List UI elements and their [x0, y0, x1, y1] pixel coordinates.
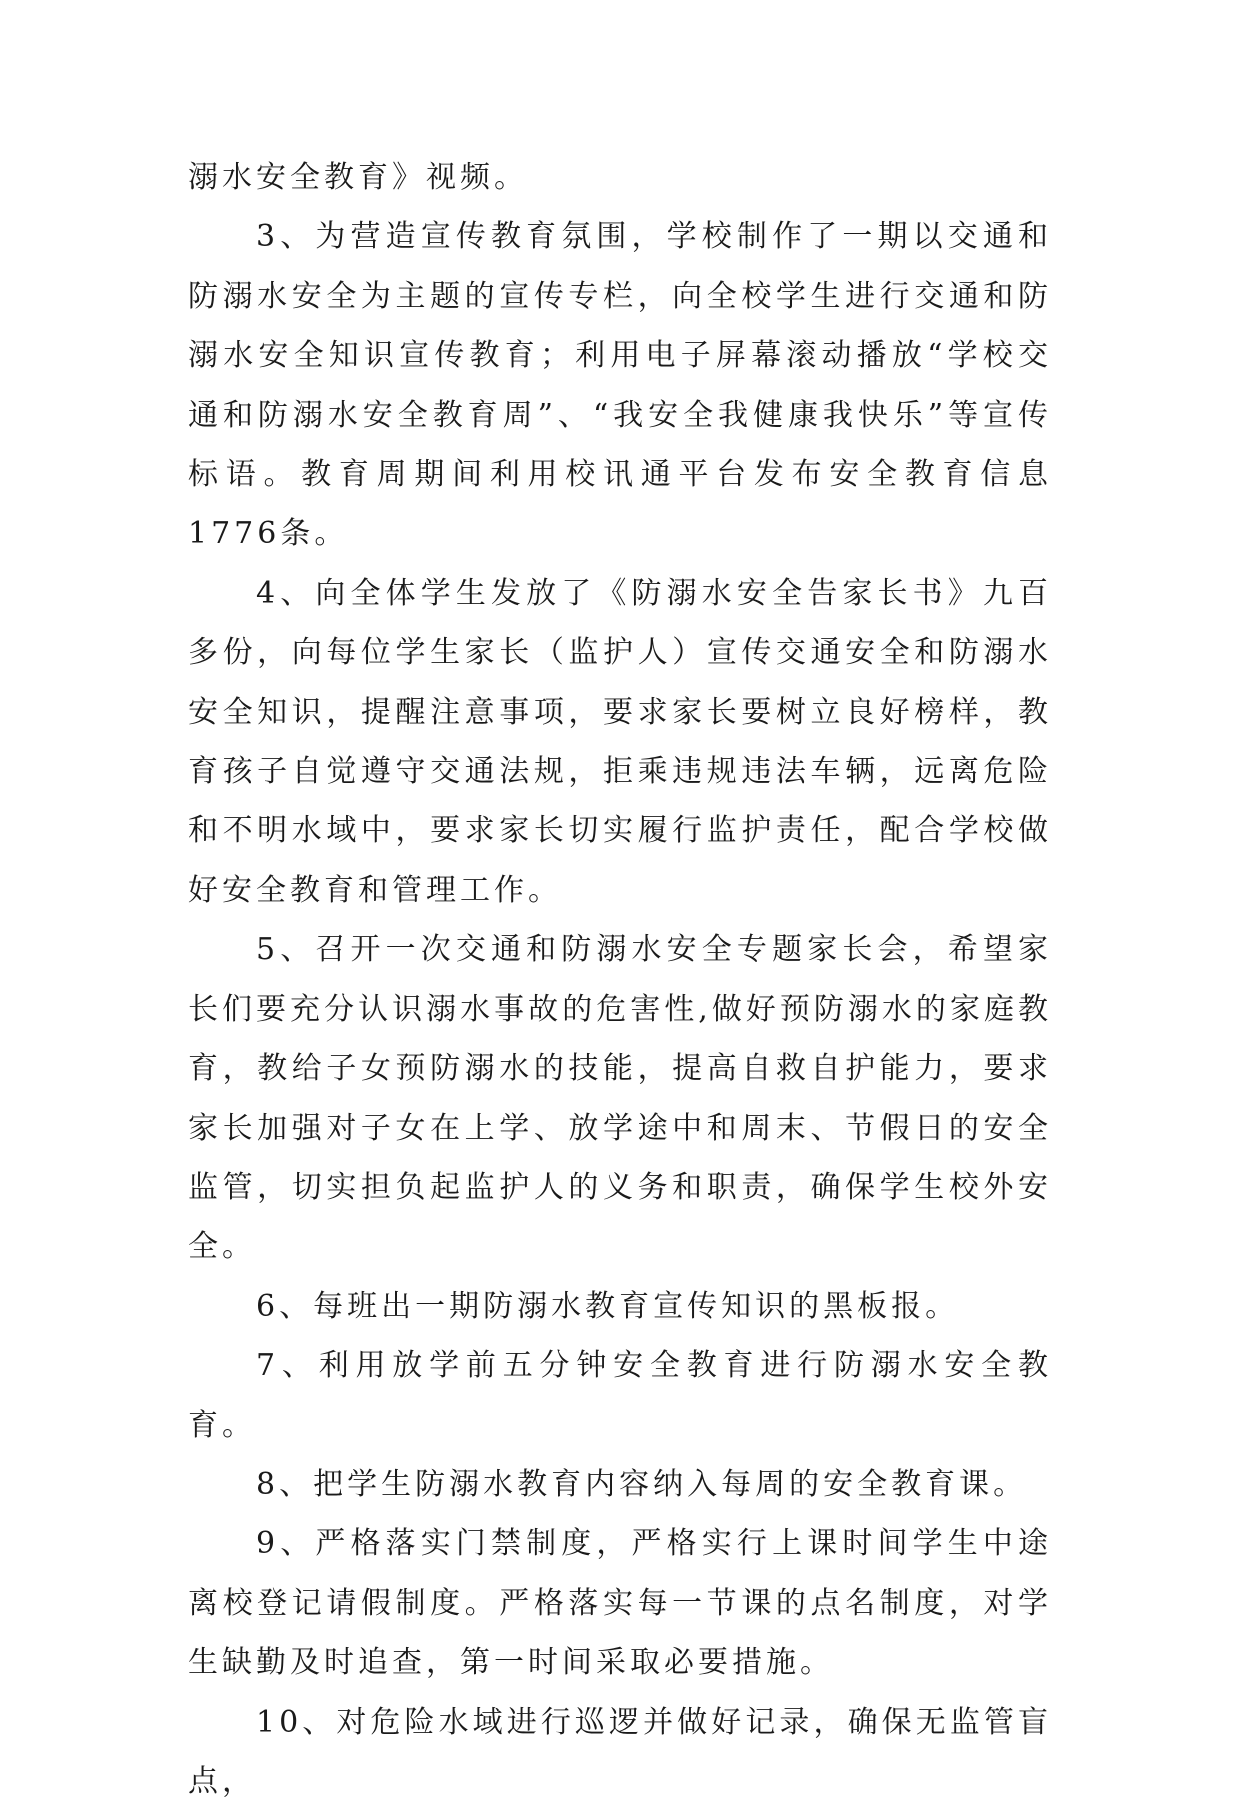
- paragraph-item-8: 8、把学生防溺水教育内容纳入每周的安全教育课。: [256, 1466, 1028, 1502]
- paragraph-continuation: 溺水安全教育》视频。: [188, 160, 528, 195]
- paragraph-item-5: 5、召开一次交通和防溺水安全专题家长会，希望家长们要充分认识溺水事故的危害性,做好预防溺水的家庭教育，教给子女预防溺水的技能，提高自救自护能力，要求家长加强对子女在上学、放学途中和周末、节假日的安全监管，切实担负起监护人的义务和职责，确保学生校外安全。: [188, 932, 1052, 1265]
- document-body: [188, 148, 1052, 1811]
- paragraph-item-7: 7、利用放学前五分钟安全教育进行防溺水安全教育。: [188, 1348, 1052, 1443]
- paragraph-item-6: 6、每班出一期防溺水教育宣传知识的黑板报。: [256, 1288, 960, 1324]
- paragraph-item-9: 9、严格落实门禁制度，严格实行上课时间学生中途离校登记请假制度。严格落实每一节课的点名制度，对学生缺勤及时追查，第一时间采取必要措施。: [188, 1526, 1052, 1681]
- paragraph-item-4: 4、向全体学生发放了《防溺水安全告家长书》九百多份，向每位学生家长（监护人）宣传交通安全和防溺水安全知识，提醒注意事项，要求家长要树立良好榜样，教育孩子自觉遵守交通法规，拒乘违规违法车辆，远离危险和不明水域中，要求家长切实履行监护责任，配合学校做好安全教育和管理工作。: [188, 575, 1052, 908]
- paragraph-item-3: 3、为营造宣传教育氛围，学校制作了一期以交通和防溺水安全为主题的宣传专栏，向全校学生进行交通和防溺水安全知识宣传教育；利用电子屏幕滚动播放“学校交通和防溺水安全教育周”、“我安全我健康我快乐”等宣传标语。教育周期间利用校讯通平台发布安全教育信息1776条。: [188, 219, 1052, 552]
- paragraph-item-10: 10、对危险水域进行巡逻并做好记录，确保无监管盲点，: [188, 1704, 1052, 1799]
